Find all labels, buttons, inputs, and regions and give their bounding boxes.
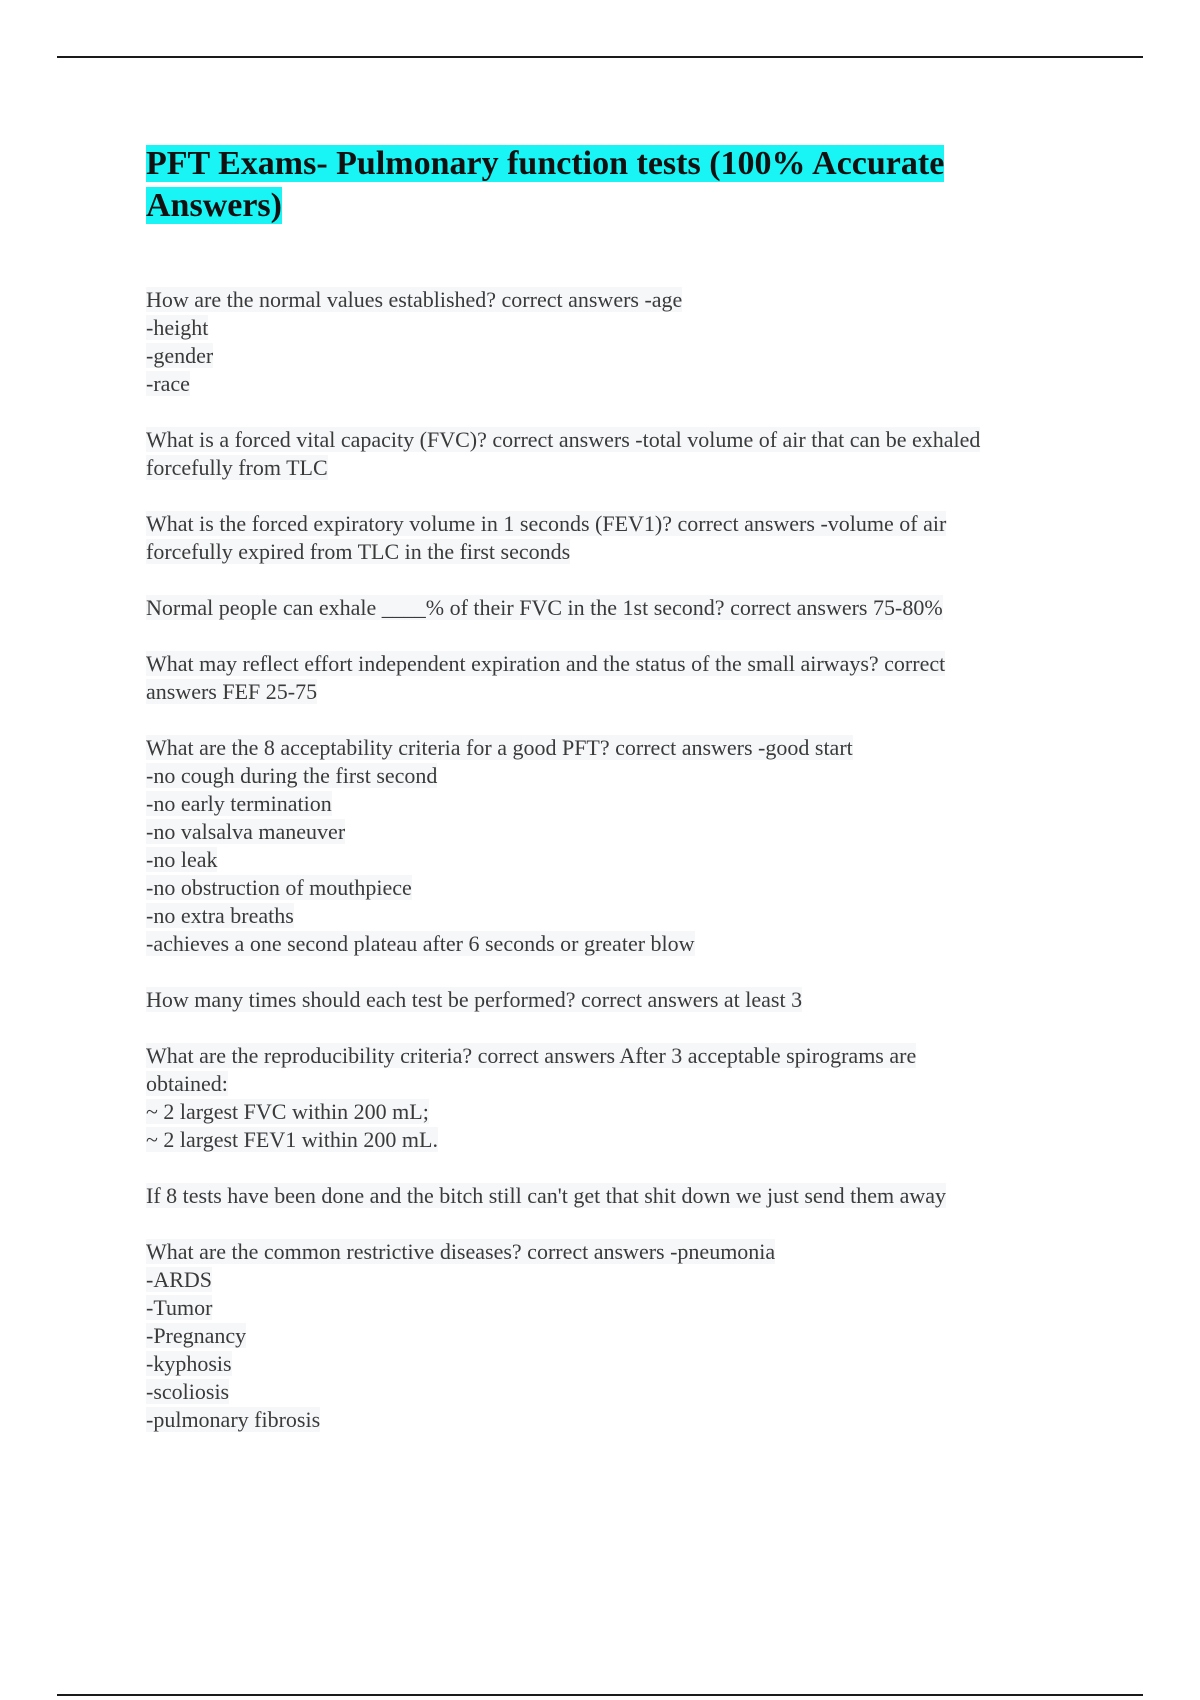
qa-line [146, 510, 1076, 538]
qa-line-text: If 8 tests have been done and the bitch still can't get that shit down we just send them away [146, 1183, 947, 1208]
document-title-text: PFT Exams- Pulmonary function tests (100% Accurate Answers) [146, 145, 945, 224]
qa-line-text: -Tumor [146, 1295, 213, 1320]
qa-line [146, 1322, 1076, 1350]
qa-line-text: ~ 2 largest FEV1 within 200 mL. [146, 1127, 438, 1152]
qa-line-text: What are the common restrictive diseases? correct answers -pneumonia [146, 1239, 776, 1264]
qa-line [146, 930, 1076, 958]
qa-line-text: forcefully expired from TLC in the first seconds [146, 539, 571, 564]
qa-line-text: -no extra breaths [146, 903, 294, 928]
qa-line-text: -scoliosis [146, 1379, 230, 1404]
qa-line [146, 1266, 1076, 1294]
qa-block [146, 1182, 1076, 1210]
qa-block [146, 286, 1076, 398]
qa-block [146, 986, 1076, 1014]
qa-line [146, 1042, 1076, 1070]
qa-line-text: -pulmonary fibrosis [146, 1407, 321, 1432]
qa-line-text: ~ 2 largest FVC within 200 mL; [146, 1099, 429, 1124]
qa-line [146, 426, 1076, 454]
qa-block [146, 1042, 1076, 1154]
qa-line-text: -no early termination [146, 791, 332, 816]
qa-line [146, 790, 1076, 818]
qa-line-text: -ARDS [146, 1267, 213, 1292]
qa-line [146, 1350, 1076, 1378]
top-rule [57, 56, 1143, 58]
qa-line [146, 370, 1076, 398]
qa-line-text: How many times should each test be performed? correct answers at least 3 [146, 987, 803, 1012]
qa-line-text: -achieves a one second plateau after 6 seconds or greater blow [146, 931, 695, 956]
qa-block [146, 1238, 1076, 1434]
qa-block [146, 426, 1076, 482]
qa-line-text: What is a forced vital capacity (FVC)? correct answers -total volume of air that can be exhaled [146, 427, 981, 452]
qa-line-text: What may reflect effort independent expiration and the status of the small airways? correct [146, 651, 946, 676]
qa-block [146, 594, 1076, 622]
qa-block [146, 650, 1076, 706]
qa-line-text: Normal people can exhale ____% of their FVC in the 1st second? correct answers 75-80% [146, 595, 943, 620]
qa-line [146, 1294, 1076, 1322]
qa-line [146, 1126, 1076, 1154]
qa-line [146, 678, 1076, 706]
qa-line-text: How are the normal values established? correct answers -age [146, 287, 683, 312]
document-title [146, 143, 1046, 227]
qa-block [146, 510, 1076, 566]
qa-line [146, 538, 1076, 566]
qa-line [146, 1378, 1076, 1406]
qa-line-text: -height [146, 315, 209, 340]
qa-line [146, 342, 1076, 370]
qa-line [146, 286, 1076, 314]
qa-line-text: What are the reproducibility criteria? correct answers After 3 acceptable spirograms are [146, 1043, 917, 1068]
qa-line-text: What are the 8 acceptability criteria for a good PFT? correct answers -good start [146, 735, 853, 760]
qa-line [146, 818, 1076, 846]
qa-line-text: -race [146, 371, 190, 396]
qa-line [146, 986, 1076, 1014]
qa-line [146, 1406, 1076, 1434]
qa-block [146, 734, 1076, 958]
qa-line [146, 1238, 1076, 1266]
qa-line [146, 650, 1076, 678]
qa-line [146, 594, 1076, 622]
qa-line-text: -no leak [146, 847, 218, 872]
qa-line [146, 734, 1076, 762]
qa-line-text: What is the forced expiratory volume in 1 seconds (FEV1)? correct answers -volume of air [146, 511, 947, 536]
qa-line-text: -gender [146, 343, 214, 368]
qa-line-text: forcefully from TLC [146, 455, 328, 480]
qa-line-text: obtained: [146, 1071, 228, 1096]
qa-line-text: -no obstruction of mouthpiece [146, 875, 412, 900]
qa-line [146, 1070, 1076, 1098]
qa-line-text: -no cough during the first second [146, 763, 438, 788]
qa-line [146, 454, 1076, 482]
qa-line [146, 902, 1076, 930]
qa-line-text: -kyphosis [146, 1351, 232, 1376]
qa-line-text: -no valsalva maneuver [146, 819, 346, 844]
bottom-rule [57, 1694, 1143, 1696]
qa-line [146, 314, 1076, 342]
qa-line [146, 1098, 1076, 1126]
document-body [146, 286, 1076, 1462]
qa-line [146, 846, 1076, 874]
qa-line [146, 874, 1076, 902]
qa-line [146, 762, 1076, 790]
qa-line-text: -Pregnancy [146, 1323, 247, 1348]
qa-line [146, 1182, 1076, 1210]
qa-line-text: answers FEF 25-75 [146, 679, 318, 704]
